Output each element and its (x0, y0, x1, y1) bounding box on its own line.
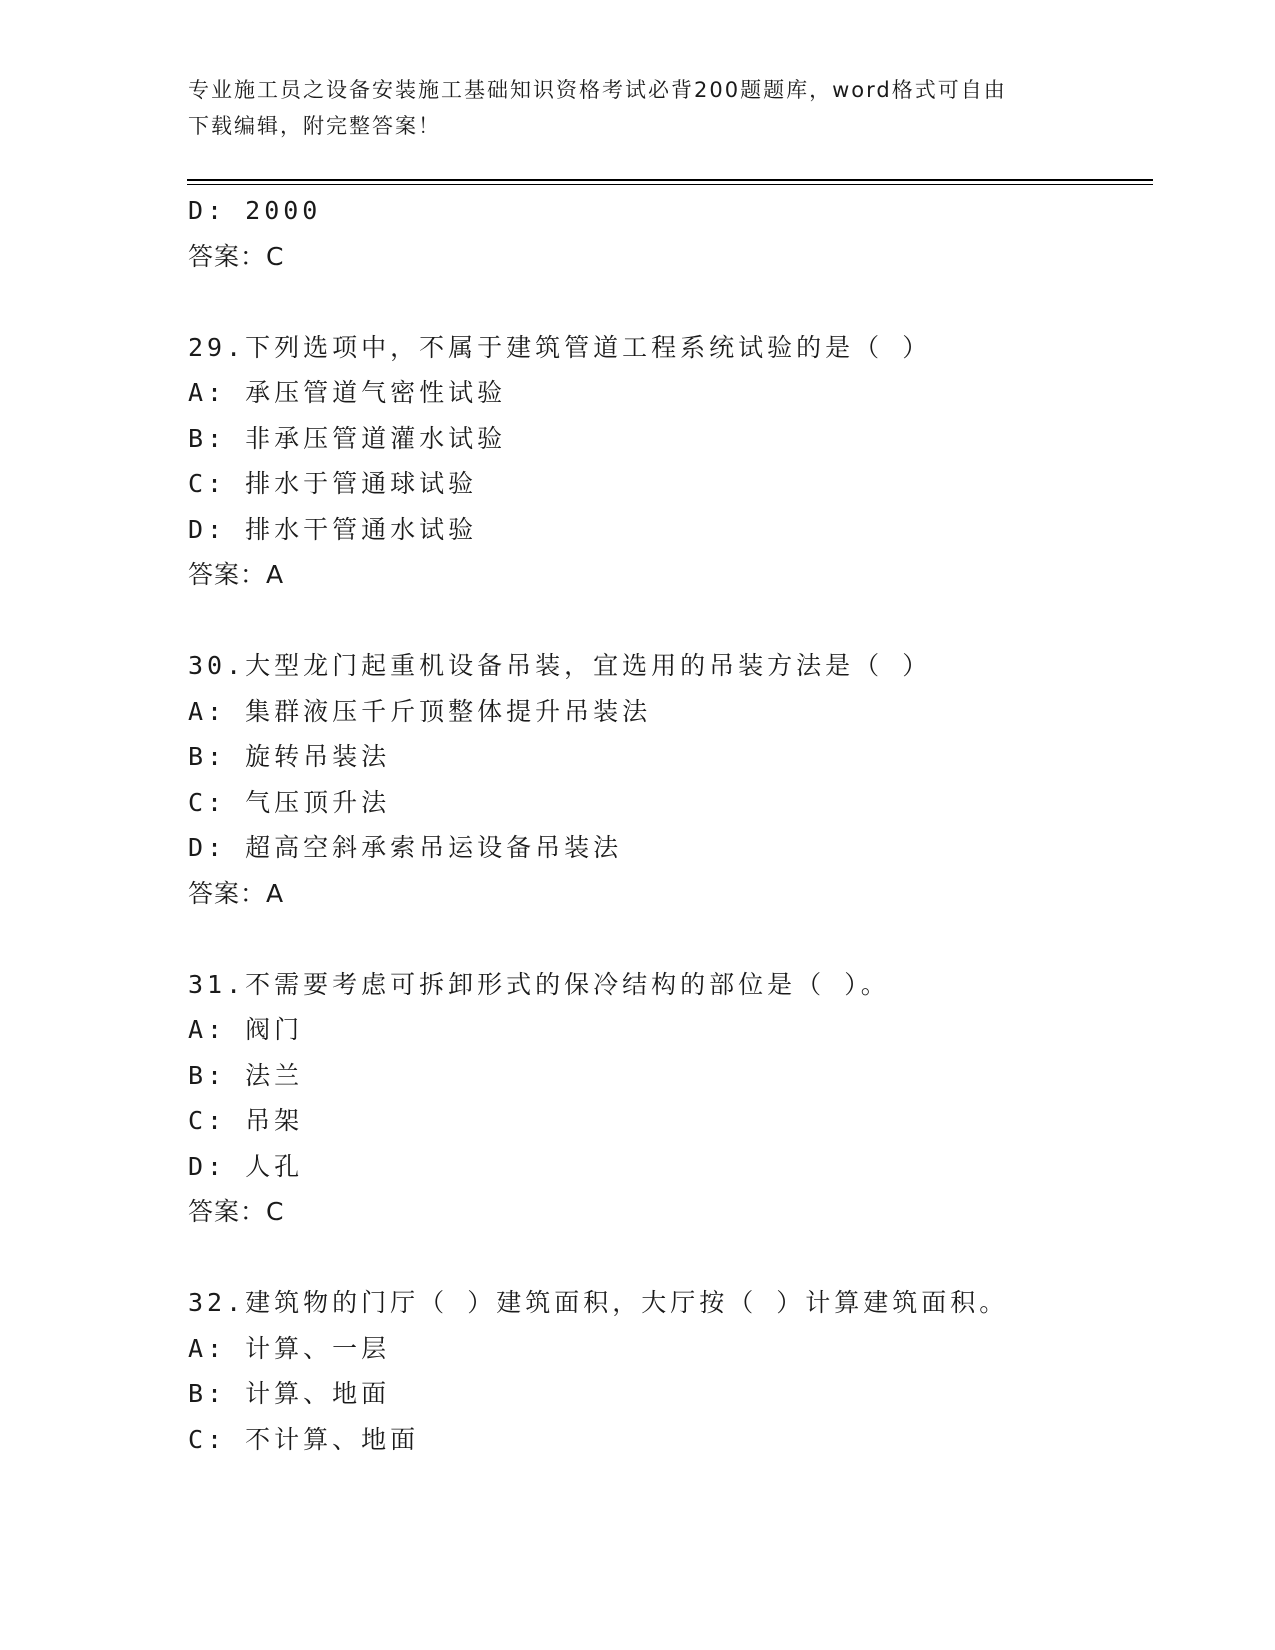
header-line-2: 下载编辑，附完整答案！ (188, 114, 441, 138)
option-d: D: 2000 (188, 196, 322, 225)
header-line-1: 专业施工员之设备安装施工基础知识资格考试必背200题题库，word格式可自由 (188, 78, 1007, 102)
spacer (188, 1235, 1148, 1281)
spacer (188, 279, 1148, 325)
question-content (188, 188, 1148, 1462)
option-c: C: 气压顶升法 (188, 787, 391, 817)
question-30 (188, 643, 1148, 916)
answer-line: 答案：A (188, 560, 285, 589)
answer-line: 答案：A (188, 878, 285, 908)
option-c: C: 不计算、地面 (188, 1424, 420, 1454)
answer-line: 答案：C (188, 1197, 285, 1226)
option-d: D: 排水干管通水试验 (188, 514, 478, 544)
option-c: C: 吊架 (188, 1106, 304, 1135)
question-stem: 30.大型龙门起重机设备吊装，宜选用的吊装方法是（ ） (188, 651, 932, 680)
option-d: D: 超高空斜承索吊运设备吊装法 (188, 833, 623, 862)
question-32 (188, 1280, 1148, 1462)
spacer (188, 598, 1148, 644)
option-a: A: 承压管道气密性试验 (188, 378, 507, 407)
option-b: B: 法兰 (188, 1060, 304, 1090)
option-d: D: 人孔 (188, 1151, 304, 1181)
spacer (188, 916, 1148, 962)
option-b: B: 计算、地面 (188, 1379, 391, 1408)
question-stem: 29.下列选项中，不属于建筑管道工程系统试验的是（ ） (188, 332, 932, 362)
question-stem: 31.不需要考虑可拆卸形式的保冷结构的部位是（ ）。 (188, 969, 890, 999)
option-a: A: 计算、一层 (188, 1333, 391, 1363)
document-header (188, 72, 1088, 144)
question-31 (188, 962, 1148, 1235)
question-stem: 32.建筑物的门厅（ ）建筑面积，大厅按（ ）计算建筑面积。 (188, 1288, 1009, 1317)
question-29 (188, 325, 1148, 598)
option-b: B: 旋转吊装法 (188, 742, 391, 771)
option-a: A: 阀门 (188, 1015, 304, 1044)
header-divider-thick (187, 179, 1153, 181)
answer-line: 答案：C (188, 241, 285, 271)
option-a: A: 集群液压千斤顶整体提升吊装法 (188, 696, 652, 726)
option-c: C: 排水于管通球试验 (188, 469, 478, 498)
header-divider-thin (187, 184, 1153, 185)
option-b: B: 非承压管道灌水试验 (188, 423, 507, 453)
carryover-question (188, 188, 1148, 279)
